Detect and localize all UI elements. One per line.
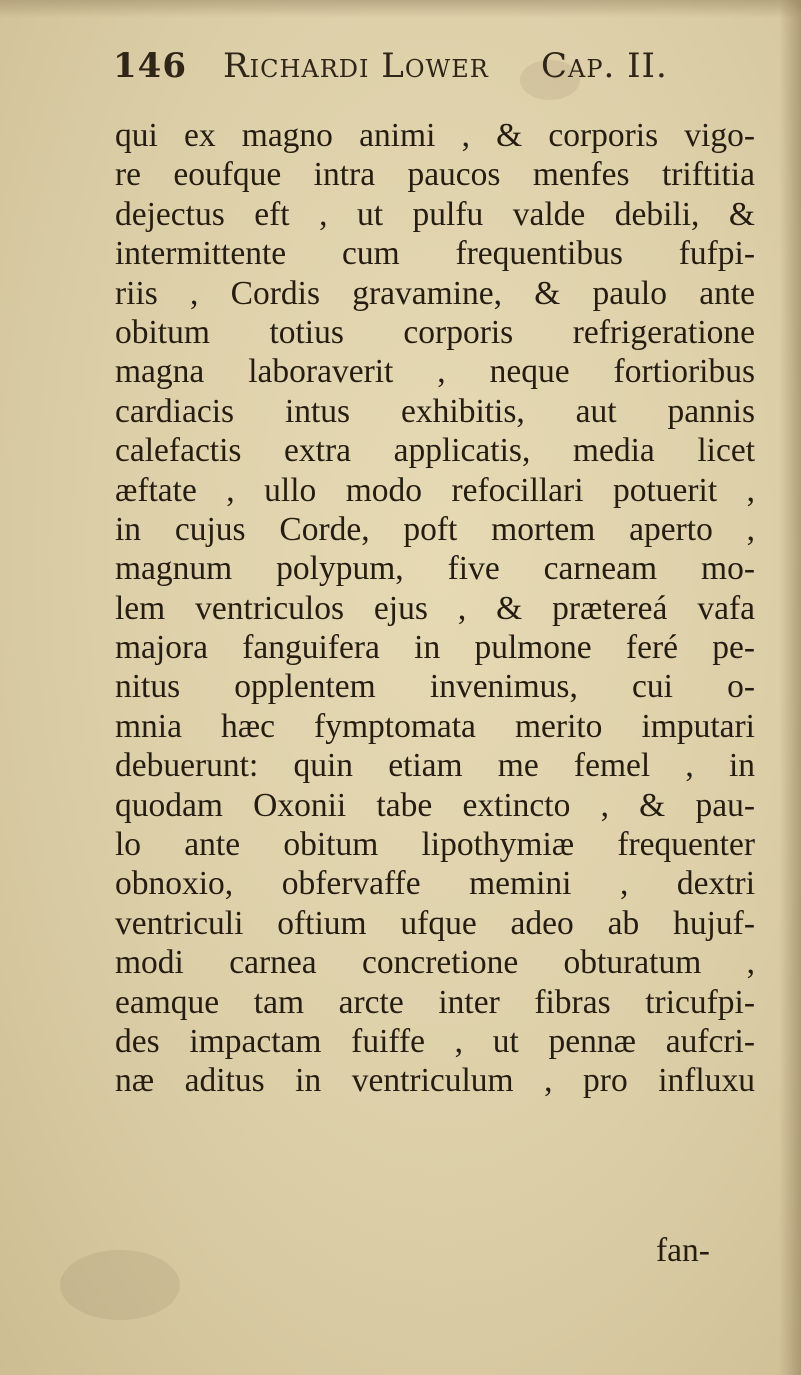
text-line: cardiacis intus exhibitis, aut pannis [115, 392, 755, 430]
running-header [113, 46, 753, 106]
running-head-author: Richardi Lower [223, 46, 489, 86]
text-line: ventriculi oftium ufque adeo ab hujuf- [115, 904, 755, 942]
text-line: obnoxio, obfervaffe memini , dextri [115, 865, 755, 903]
text-line: re eoufque intra paucos menfes triftitia [115, 156, 755, 194]
paper-stain [60, 1250, 180, 1320]
text-line: des impactam fuiffe , ut pennæ aufcri- [115, 1022, 755, 1060]
text-line: majora fanguifera in pulmone feré pe- [115, 629, 755, 667]
text-line: obitum totius corporis refrigeratione [115, 313, 755, 351]
text-line: næ aditus in ventriculum , pro influxu [115, 1062, 755, 1100]
text-line: mnia hæc fymptomata merito imputari [115, 707, 755, 745]
text-line: lo ante obitum lipothymiæ frequenter [115, 826, 755, 864]
running-head-chapter: Cap. II. [541, 46, 668, 86]
text-line: eamque tam arcte inter fibras tricufpi- [115, 983, 755, 1021]
text-line: lem ventriculos ejus , & prætereá vafa [115, 589, 755, 627]
page-number: 146 [113, 46, 187, 86]
page-top-shadow [0, 0, 801, 18]
text-line: calefactis extra applicatis, media licet [115, 432, 755, 470]
text-line: quodam Oxonii tabe extincto , & pau- [115, 786, 755, 824]
catchword: fan- [656, 1232, 710, 1269]
text-line: æftate , ullo modo refocillari potuerit , [115, 471, 755, 509]
text-line: debuerunt: quin etiam me femel , in [115, 747, 755, 785]
text-line: nitus opplentem invenimus, cui o- [115, 668, 755, 706]
body-text [115, 116, 755, 1101]
text-line: dejectus eft , ut pulfu valde debili, & [115, 195, 755, 233]
text-line: qui ex magno animi , & corporis vigo- [115, 117, 755, 154]
text-line: in cujus Corde, poft mortem aperto , [115, 510, 755, 548]
text-line: magna laboraverit , neque fortioribus [115, 353, 755, 391]
text-line: magnum polypum, five carneam mo- [115, 550, 755, 588]
text-line: riis , Cordis gravamine, & paulo ante [115, 274, 755, 312]
text-line: modi carnea concretione obturatum , [115, 944, 755, 982]
page-edge-shadow [779, 0, 801, 1375]
text-line: intermittente cum frequentibus fufpi- [115, 235, 755, 273]
